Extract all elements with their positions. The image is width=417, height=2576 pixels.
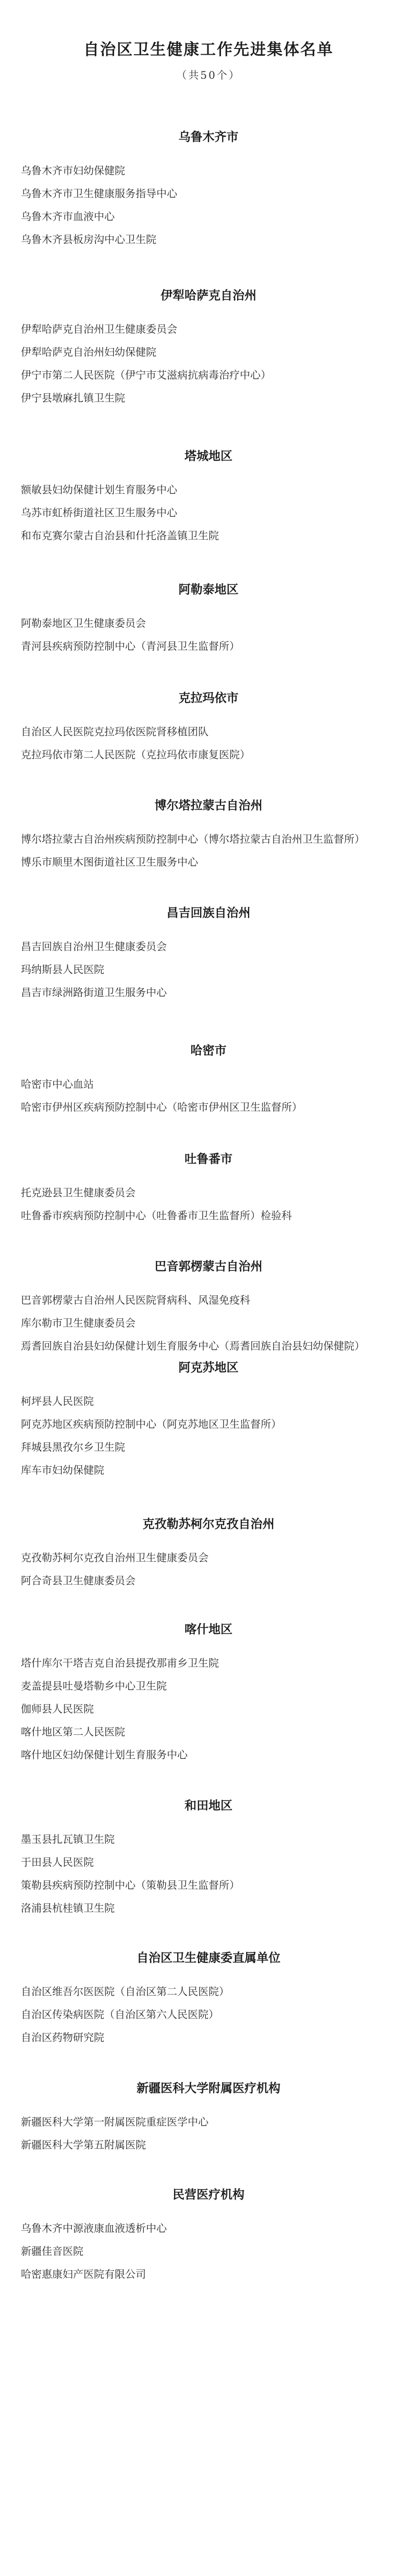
list-item: 乌苏市虹桥街道社区卫生服务中心 [21,506,177,519]
list-item: 伊犁哈萨克自治州卫生健康委员会 [21,323,177,335]
section-heading: 自治区卫生健康委直属单位 [137,1951,280,1965]
entry-list [21,612,396,658]
section-heading: 乌鲁木齐市 [178,130,239,144]
list-item: 伊宁县墩麻扎镇卫生院 [21,392,125,404]
list-item: 麦盖提县吐曼塔勒乡中心卫生院 [21,1680,167,1692]
list-item: 喀什地区妇幼保健计划生育服务中心 [21,1748,188,1761]
section-heading: 克孜勒苏柯尔克孜自治州 [142,1517,275,1531]
section-2 [0,448,417,547]
section-heading: 博尔塔拉蒙古自治州 [154,799,263,812]
list-item: 哈密惠康妇产医院有限公司 [21,2268,146,2280]
entry-list [21,1546,396,1592]
entry-list [21,1390,396,1481]
list-item: 自治区人民医院克拉玛依医院肾移植团队 [21,725,208,738]
list-item: 于田县人民医院 [21,1856,94,1868]
list-item: 自治区传染病医院（自治区第六人民医院） [21,2008,219,2021]
section-16 [0,2186,417,2286]
list-item: 阿合奇县卫生健康委员会 [21,1574,136,1587]
list-item: 玛纳斯县人民医院 [21,963,104,976]
list-item: 乌鲁木齐县板房沟中心卫生院 [21,233,156,246]
section-heading: 喀什地区 [185,1623,232,1636]
entry-list [21,2217,396,2286]
list-item: 额敏县妇幼保健计划生育服务中心 [21,483,177,496]
list-item: 策勒县疾病预防控制中心（策勒县卫生监督所） [21,1879,240,1891]
section-heading: 民营医疗机构 [173,2188,244,2202]
list-item: 新疆医科大学第一附属医院重症医学中心 [21,2116,208,2128]
list-item: 阿勒泰地区卫生健康委员会 [21,617,146,629]
section-heading: 和田地区 [185,1799,232,1813]
list-item: 克孜勒苏柯尔克孜自治州卫生健康委员会 [21,1551,208,1564]
entry-list [21,828,396,873]
list-item: 乌鲁木齐市血液中心 [21,210,115,223]
list-item: 昌吉回族自治州卫生健康委员会 [21,940,167,953]
entry-list [21,1181,396,1227]
section-heading: 伊犁哈萨克自治州 [161,289,256,302]
list-item: 博乐市顺里木图街道社区卫生服务中心 [21,856,198,868]
entry-list [21,159,396,251]
section-heading: 哈密市 [190,1044,227,1058]
section-heading: 阿克苏地区 [178,1361,239,1375]
list-item: 伽师县人民医院 [21,1703,94,1715]
list-item: 博尔塔拉蒙古自治州疾病预防控制中心（博尔塔拉蒙古自治州卫生监督所） [21,833,365,845]
list-item: 乌鲁木齐中源液康血液透析中心 [21,2222,167,2234]
section-4 [0,690,417,766]
list-item: 新疆医科大学第五附属医院 [21,2138,146,2151]
section-heading: 塔城地区 [185,449,232,463]
list-item: 和布克赛尔蒙古自治县和什托洛盖镇卫生院 [21,529,219,542]
entry-list [21,720,396,766]
list-item: 墨玉县扎瓦镇卫生院 [21,1833,115,1845]
section-3 [0,581,417,658]
list-item: 新疆佳音医院 [21,2245,83,2257]
list-item: 阿克苏地区疾病预防控制中心（阿克苏地区卫生监督所） [21,1418,281,1430]
section-15 [0,2080,417,2156]
entry-list [21,935,396,1004]
list-item: 库尔勒市卫生健康委员会 [21,1317,136,1329]
section-7 [0,1042,417,1119]
entry-list [21,1289,396,1357]
list-item: 巴音郭楞蒙古自治州人民医院肾病科、风湿免疫科 [21,1294,250,1306]
entry-list [21,1828,396,1919]
section-0 [0,129,417,251]
section-heading: 克拉玛依市 [178,691,239,705]
list-item: 喀什地区第二人民医院 [21,1726,125,1738]
section-heading: 新疆医科大学附属医疗机构 [137,2082,280,2095]
section-9 [0,1258,417,1357]
list-item: 自治区维吾尔医医院（自治区第二人民医院） [21,1985,229,1998]
section-11 [0,1516,417,1592]
entry-list [21,478,396,547]
list-item: 克拉玛依市第二人民医院（克拉玛依市康复医院） [21,748,250,761]
list-item: 塔什库尔干塔吉克自治县提孜那甫乡卫生院 [21,1657,219,1669]
list-item: 自治区药物研究院 [21,2031,104,2044]
sections-list [0,129,417,2286]
entry-list [21,1651,396,1766]
section-1 [0,287,417,409]
list-item: 昌吉市绿洲路街道卫生服务中心 [21,986,167,999]
list-item: 乌鲁木齐市妇幼保健院 [21,164,125,177]
list-item: 伊宁市第二人民医院（伊宁市艾滋病抗病毒治疗中心） [21,369,271,381]
list-item: 托克逊县卫生健康委员会 [21,1186,136,1199]
list-item: 拜城县黑孜尔乡卫生院 [21,1441,125,1453]
list-item: 柯坪县人民医院 [21,1395,94,1407]
section-6 [0,905,417,1004]
section-heading: 昌吉回族自治州 [166,906,251,920]
list-item: 焉耆回族自治县妇幼保健计划生育服务中心（焉耆回族自治县妇幼保健院） [21,1340,365,1352]
section-13 [0,1797,417,1919]
list-item: 哈密市伊州区疾病预防控制中心（哈密市伊州区卫生监督所） [21,1101,302,1113]
document-subtitle: （共50个） [176,69,241,81]
entry-list [21,1980,396,2049]
entry-list [21,318,396,409]
section-14 [0,1950,417,2049]
list-item: 洛浦县杭桂镇卫生院 [21,1902,115,1914]
list-item: 青河县疾病预防控制中心（青河县卫生监督所） [21,640,240,652]
section-heading: 吐鲁番市 [185,1152,232,1166]
list-item: 吐鲁番市疾病预防控制中心（吐鲁番市卫生监督所）检验科 [21,1209,292,1222]
section-10 [0,1359,417,1481]
entry-list [21,1073,396,1119]
section-heading: 巴音郭楞蒙古自治州 [154,1260,263,1273]
section-5 [0,797,417,873]
section-heading: 阿勒泰地区 [178,583,239,597]
list-item: 乌鲁木齐市卫生健康服务指导中心 [21,187,177,200]
entry-list [21,2110,396,2156]
list-item: 哈密市中心血站 [21,1078,94,1090]
document-title: 自治区卫生健康工作先进集体名单 [83,41,334,59]
list-item: 伊犁哈萨克自治州妇幼保健院 [21,346,156,358]
section-8 [0,1151,417,1227]
list-item: 库车市妇幼保健院 [21,1464,104,1476]
section-12 [0,1621,417,1766]
